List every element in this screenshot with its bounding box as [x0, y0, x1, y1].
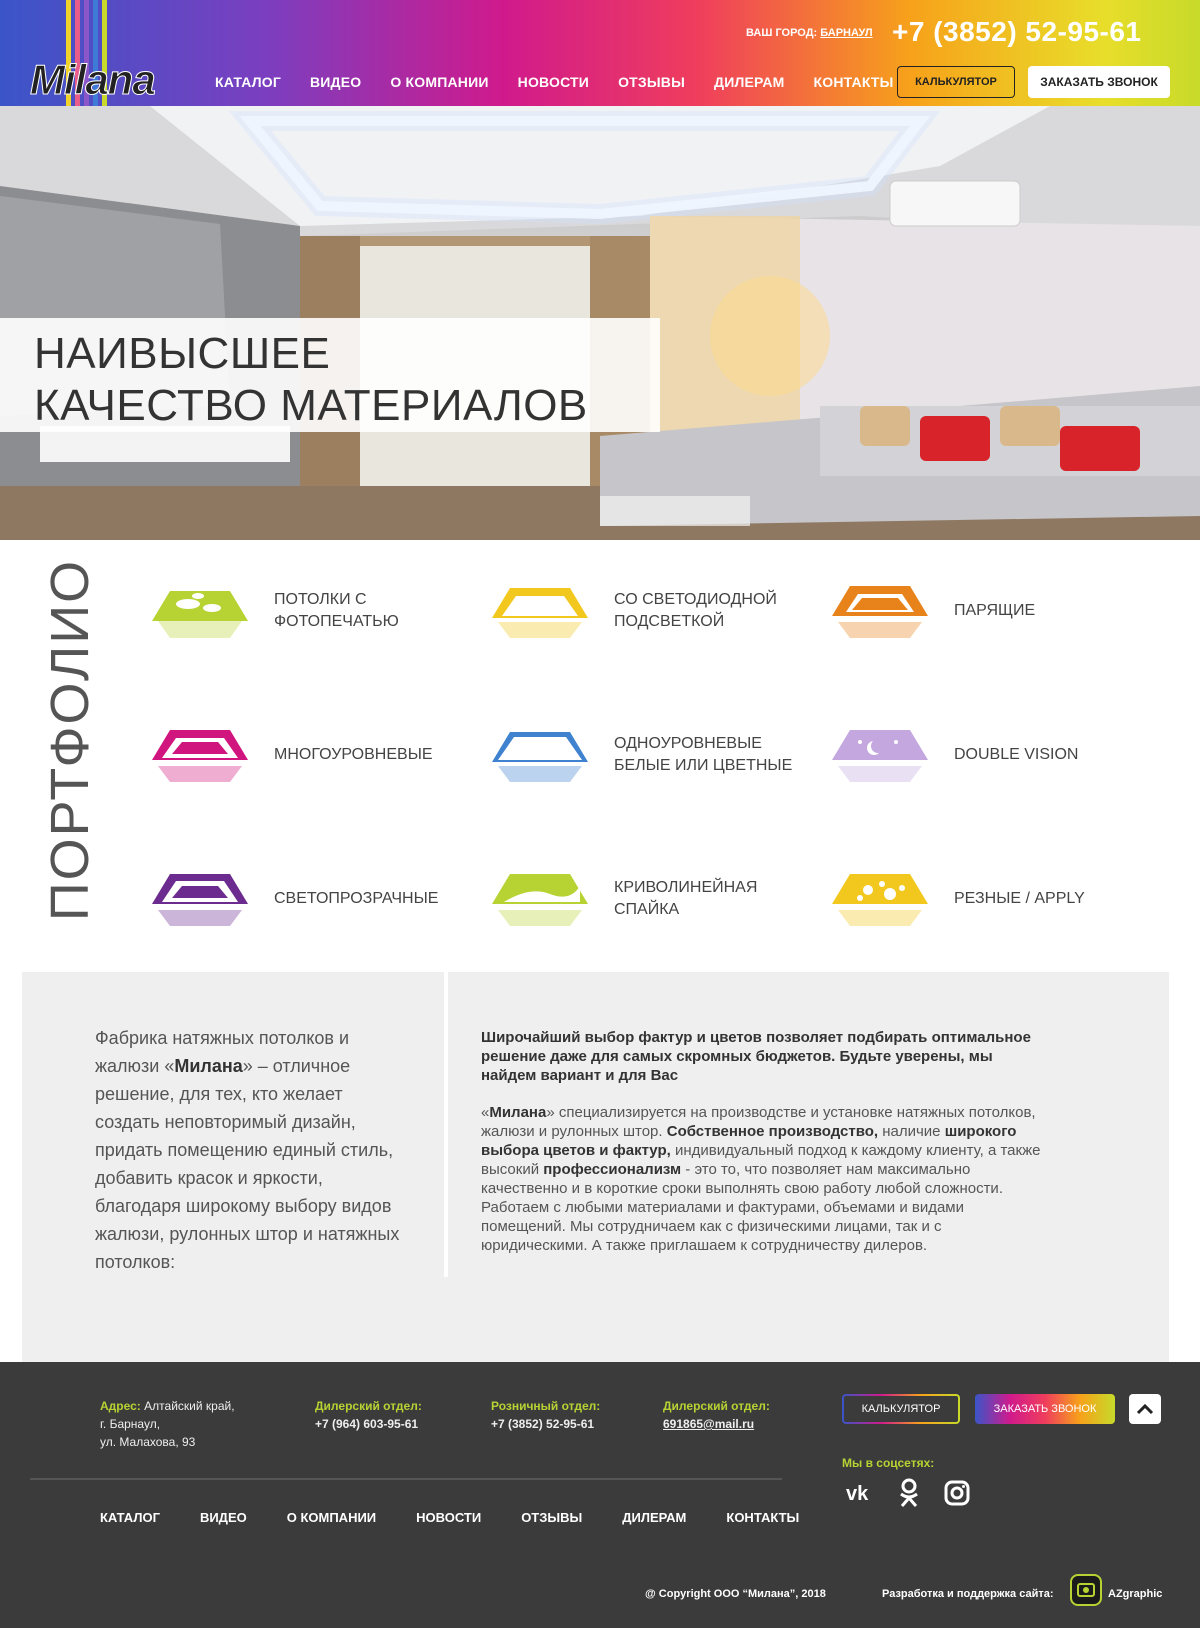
developer-label: Разработка и поддержка сайта: [882, 1588, 1054, 1600]
footer-dealer-email [663, 1397, 770, 1433]
footer-nav-reviews[interactable]: ОТЗЫВЫ [521, 1510, 583, 1525]
nav-catalog[interactable]: КАТАЛОГ [215, 74, 281, 90]
decorative-rail [1186, 972, 1188, 1362]
category-label: ПАРЯЩИЕ [954, 602, 1036, 619]
about-heading: Широчайший выбор фактур и цветов позволяет подбирать оптимальное решение даже для самых скромных бюджетов. Будьте уверены, мы найдем вариант и для Вас [481, 1029, 1031, 1084]
nav-video[interactable]: ВИДЕО [309, 74, 362, 90]
about-intro-text-cont: » – отличное решение, для тех, кто желает создать неповторимый дизайн, придать помещению единый стиль, добавить красок и яркости, благодаря широкому выбору видов жалюзи, рулонных штор и натяжных потолков: [95, 1056, 400, 1272]
portfolio-section [0, 540, 1200, 972]
footer-request-call-button[interactable]: ЗАКАЗАТЬ ЗВОНОК [975, 1394, 1115, 1424]
portfolio-heading-text: ПОРТФОЛИО [40, 558, 100, 922]
double-vision-ceiling-icon [818, 710, 942, 800]
floating-ceiling-icon [818, 566, 942, 656]
footer-nav-video[interactable]: ВИДЕО [199, 1510, 247, 1525]
hero-title-line1: НАИВЫСШЕЕ [34, 329, 331, 378]
category-multilevel[interactable] [138, 710, 468, 800]
about-body-highlight: Собственное производство, [666, 1123, 879, 1140]
about-body [481, 1103, 1051, 1255]
city-selector [746, 27, 873, 39]
chevron-up-icon [1136, 1403, 1154, 1415]
about-body-highlight: профессионализм [543, 1161, 682, 1178]
about-body-text: « [481, 1104, 490, 1121]
category-label: КРИВОЛИНЕЙНАЯ СПАЙКА [614, 879, 758, 918]
hero-title [34, 328, 674, 432]
about-body-brand: Милана [489, 1104, 547, 1121]
carved-ceiling-icon [818, 854, 942, 944]
single-level-ceiling-icon [478, 710, 602, 800]
footer-retail-phone [491, 1397, 600, 1433]
developer-logo-icon[interactable] [1070, 1574, 1102, 1606]
about-body-highlight: широкого выбора цветов и фактур, [481, 1123, 1017, 1159]
social-links [846, 1478, 972, 1508]
about-divider [444, 972, 448, 1277]
category-floating[interactable] [818, 566, 1148, 656]
about-body-text: индивидуальный подход к каждому клиенту, а также высокий [481, 1142, 1041, 1178]
footer-dealer-phone-value[interactable]: +7 (964) 603-95-61 [315, 1417, 419, 1431]
footer-dealer-phone [315, 1397, 422, 1433]
footer-address-label: Адрес: [100, 1399, 141, 1413]
svg-text:vk: vk [846, 1483, 869, 1503]
footer-address-line3: ул. Малахова, 93 [100, 1435, 196, 1449]
category-single-level[interactable] [478, 710, 808, 800]
footer-nav [100, 1510, 839, 1525]
nav-contacts[interactable]: КОНТАКТЫ [813, 74, 894, 90]
scroll-top-button[interactable] [1129, 1394, 1161, 1424]
footer-retail-phone-value[interactable]: +7 (3852) 52-95-61 [491, 1417, 595, 1431]
site-logo[interactable]: Milana [30, 56, 155, 103]
hero-banner [0, 106, 1200, 540]
footer-nav-catalog[interactable]: КАТАЛОГ [100, 1510, 160, 1525]
category-label: СВЕТОПРОЗРАЧНЫЕ [274, 890, 439, 907]
footer-dealer-email-label: Дилерский отдел: [663, 1399, 770, 1413]
city-label: ВАШ ГОРОД: [746, 27, 818, 39]
developer-name[interactable]: AZgraphic [1108, 1588, 1163, 1600]
category-led[interactable] [478, 566, 808, 656]
about-intro-text: Фабрика натяжных потолков и жалюзи « [95, 1028, 350, 1076]
footer-dealer-label: Дилерский отдел: [315, 1399, 422, 1413]
footer-address-line2: г. Барнаул, [100, 1417, 161, 1431]
category-label: ОДНОУРОВНЕВЫЕ БЕЛЫЕ ИЛИ ЦВЕТНЫЕ [614, 735, 793, 774]
footer-nav-contacts[interactable]: КОНТАКТЫ [726, 1510, 800, 1525]
social-label: Мы в соцсетях: [842, 1456, 935, 1470]
footer-dealer-email-link[interactable]: 691865@mail.ru [663, 1417, 755, 1431]
calculator-button[interactable]: КАЛЬКУЛЯТОР [897, 66, 1015, 98]
footer-address [100, 1397, 235, 1451]
request-call-button[interactable]: ЗАКАЗАТЬ ЗВОНОК [1028, 66, 1170, 98]
decorative-rail [1176, 972, 1180, 1362]
footer-address-line1: Алтайский край, [144, 1399, 235, 1413]
footer-nav-news[interactable]: НОВОСТИ [416, 1510, 482, 1525]
cloud-ceiling-icon [138, 566, 262, 656]
led-ceiling-icon [478, 566, 602, 656]
portfolio-heading [30, 540, 110, 940]
curved-seam-ceiling-icon [478, 854, 602, 944]
nav-reviews[interactable]: ОТЗЫВЫ [618, 74, 686, 90]
site-header [0, 0, 1200, 106]
about-brand: Милана [174, 1056, 243, 1076]
instagram-icon[interactable] [942, 1478, 972, 1508]
category-carved[interactable] [818, 854, 1148, 944]
header-phone[interactable]: +7 (3852) 52-95-61 [892, 16, 1142, 47]
about-body-text: наличие [878, 1123, 945, 1140]
vk-icon[interactable] [846, 1478, 876, 1508]
odnoklassniki-icon[interactable] [894, 1478, 924, 1508]
city-link[interactable]: БАРНАУЛ [820, 27, 873, 39]
translucent-ceiling-icon [138, 854, 262, 944]
about-body-text: - это то, что позволяет нам максимально качественно и в короткие сроки выполнять свою работу любой сложности. Работаем с любыми материалами и фактурами, объемами и видами помещений. Мы сотрудничаем как с физическими лицами, так и с юридическими. А также приглашаем к сотрудничеству дилеров. [481, 1161, 1003, 1254]
category-translucent[interactable] [138, 854, 468, 944]
category-label: РЕЗНЫЕ / APPLY [954, 890, 1085, 907]
category-curved-seam[interactable] [478, 854, 808, 944]
nav-about[interactable]: О КОМПАНИИ [390, 74, 489, 90]
category-photo-print[interactable] [138, 566, 468, 656]
footer-nav-about[interactable]: О КОМПАНИИ [286, 1510, 377, 1525]
category-double-vision[interactable] [818, 710, 1148, 800]
category-label: DOUBLE VISION [954, 746, 1079, 763]
category-label: ПОТОЛКИ С ФОТОПЕЧАТЬЮ [274, 591, 399, 630]
about-body-text: » специализируется на производстве и установке натяжных потолков, жалюзи и рулонных штор. [481, 1104, 1036, 1140]
nav-dealers[interactable]: ДИЛЕРАМ [714, 74, 785, 90]
hero-title-line2: КАЧЕСТВО МАТЕРИАЛОВ [34, 381, 588, 430]
main-nav [215, 74, 923, 90]
about-section [0, 972, 1200, 1362]
footer-divider [30, 1478, 782, 1480]
footer-calculator-button[interactable]: КАЛЬКУЛЯТОР [842, 1394, 960, 1424]
footer-retail-label: Розничный отдел: [491, 1399, 601, 1413]
nav-news[interactable]: НОВОСТИ [517, 74, 590, 90]
category-label: МНОГОУРОВНЕВЫЕ [274, 746, 433, 763]
multilevel-ceiling-icon [138, 710, 262, 800]
footer-nav-dealers[interactable]: ДИЛЕРАМ [622, 1510, 687, 1525]
copyright: @ Copyright ООО “Милана”, 2018 [645, 1588, 826, 1600]
category-label: СО СВЕТОДИОДНОЙ ПОДСВЕТКОЙ [614, 591, 777, 630]
about-intro [95, 1024, 405, 1276]
site-footer [0, 1362, 1200, 1628]
